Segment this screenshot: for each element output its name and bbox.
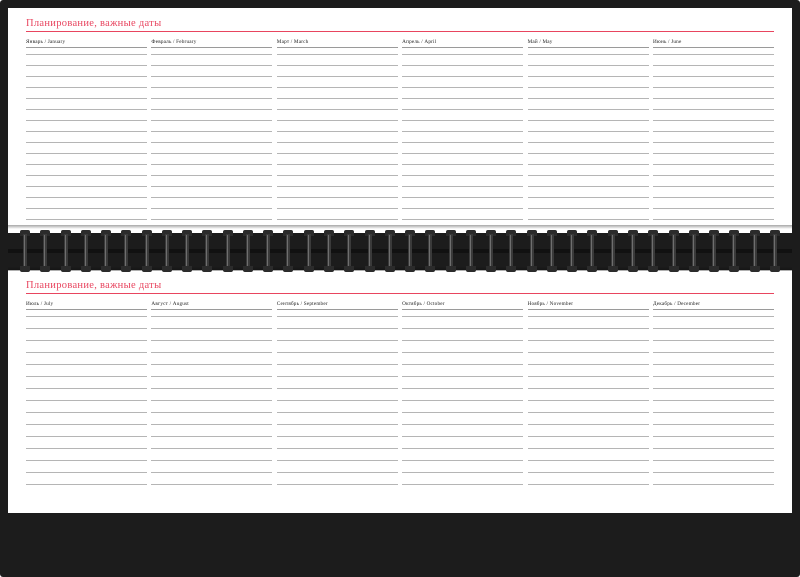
write-line[interactable] <box>26 388 147 389</box>
month-divider <box>653 309 774 310</box>
write-line[interactable] <box>277 376 398 377</box>
month-column-july <box>26 301 147 496</box>
write-line[interactable] <box>26 436 147 437</box>
write-line[interactable] <box>151 400 272 401</box>
write-line[interactable] <box>528 76 649 77</box>
write-line[interactable] <box>528 460 649 461</box>
write-line[interactable] <box>402 424 523 425</box>
write-line[interactable] <box>26 120 147 121</box>
write-line[interactable] <box>528 131 649 132</box>
spiral-coil <box>20 229 30 273</box>
month-column-september <box>277 301 398 496</box>
spiral-coil <box>121 229 131 273</box>
write-lines-july[interactable] <box>26 316 147 496</box>
write-line[interactable] <box>26 175 147 176</box>
month-divider <box>528 47 649 48</box>
month-column-march <box>277 39 398 230</box>
spiral-coil <box>547 229 557 273</box>
write-line[interactable] <box>528 352 649 353</box>
spiral-coil <box>61 229 71 273</box>
spiral-coil <box>608 229 618 273</box>
write-line[interactable] <box>151 328 272 329</box>
spiral-coil <box>223 229 233 273</box>
spiral-coil <box>770 229 780 273</box>
write-line[interactable] <box>151 460 272 461</box>
write-line[interactable] <box>653 175 774 176</box>
write-line[interactable] <box>277 131 398 132</box>
month-column-november <box>528 301 649 496</box>
write-line[interactable] <box>653 186 774 187</box>
write-line[interactable] <box>528 340 649 341</box>
write-line[interactable] <box>26 352 147 353</box>
month-column-april <box>402 39 523 230</box>
write-line[interactable] <box>151 131 272 132</box>
write-line[interactable] <box>402 376 523 377</box>
write-line[interactable] <box>151 436 272 437</box>
write-lines-march[interactable] <box>277 54 398 230</box>
write-line[interactable] <box>653 388 774 389</box>
write-lines-april[interactable] <box>402 54 523 230</box>
month-label: Июнь / June <box>652 39 682 45</box>
write-line[interactable] <box>402 186 523 187</box>
page-title-bottom: Планирование, важные даты <box>26 280 162 291</box>
spiral-coil <box>587 229 597 273</box>
spiral-coil <box>81 229 91 273</box>
month-label: Сентябрь / September <box>276 301 328 307</box>
spiral-coil <box>142 229 152 273</box>
write-line[interactable] <box>26 65 147 66</box>
spiral-coil <box>365 229 375 273</box>
write-line[interactable] <box>402 153 523 154</box>
spiral-coil <box>466 229 476 273</box>
write-line[interactable] <box>277 472 398 473</box>
write-line[interactable] <box>277 316 398 317</box>
write-line[interactable] <box>277 400 398 401</box>
write-line[interactable] <box>402 142 523 143</box>
month-divider <box>277 309 398 310</box>
write-line[interactable] <box>26 164 147 165</box>
write-line[interactable] <box>402 412 523 413</box>
write-lines-september[interactable] <box>277 316 398 496</box>
write-line[interactable] <box>402 364 523 365</box>
month-divider <box>528 309 649 310</box>
write-line[interactable] <box>26 197 147 198</box>
month-column-august <box>151 301 272 496</box>
month-divider <box>151 309 272 310</box>
month-label: Апрель / April <box>402 39 437 45</box>
write-line[interactable] <box>528 164 649 165</box>
spiral-coil <box>202 229 212 273</box>
page-title-top: Планирование, важные даты <box>26 18 162 29</box>
write-line[interactable] <box>653 98 774 99</box>
write-line[interactable] <box>26 54 147 55</box>
write-line[interactable] <box>26 316 147 317</box>
write-line[interactable] <box>277 219 398 220</box>
month-label: Июль / July <box>26 301 54 307</box>
write-line[interactable] <box>653 460 774 461</box>
write-line[interactable] <box>653 352 774 353</box>
write-line[interactable] <box>528 388 649 389</box>
write-line[interactable] <box>277 76 398 77</box>
write-lines-february[interactable] <box>151 54 272 230</box>
write-line[interactable] <box>26 131 147 132</box>
write-line[interactable] <box>528 98 649 99</box>
write-line[interactable] <box>402 131 523 132</box>
title-divider-top <box>26 31 774 32</box>
write-line[interactable] <box>151 448 272 449</box>
write-line[interactable] <box>26 400 147 401</box>
write-line[interactable] <box>653 316 774 317</box>
write-line[interactable] <box>528 424 649 425</box>
write-line[interactable] <box>26 186 147 187</box>
write-line[interactable] <box>26 98 147 99</box>
write-line[interactable] <box>528 364 649 365</box>
write-line[interactable] <box>277 120 398 121</box>
write-line[interactable] <box>151 412 272 413</box>
write-line[interactable] <box>653 87 774 88</box>
write-lines-november[interactable] <box>528 316 649 496</box>
write-line[interactable] <box>277 388 398 389</box>
spiral-coil <box>162 229 172 273</box>
planner-page-bottom <box>8 270 792 513</box>
write-line[interactable] <box>277 424 398 425</box>
write-line[interactable] <box>653 484 774 485</box>
write-line[interactable] <box>653 424 774 425</box>
spiral-coil <box>689 229 699 273</box>
write-line[interactable] <box>26 364 147 365</box>
write-line[interactable] <box>402 352 523 353</box>
write-line[interactable] <box>402 448 523 449</box>
write-line[interactable] <box>277 328 398 329</box>
write-line[interactable] <box>528 484 649 485</box>
write-line[interactable] <box>26 472 147 473</box>
month-label: Август / August <box>151 301 189 307</box>
write-line[interactable] <box>402 316 523 317</box>
write-line[interactable] <box>26 424 147 425</box>
month-column-february <box>151 39 272 230</box>
spiral-coil <box>324 229 334 273</box>
write-line[interactable] <box>26 87 147 88</box>
write-lines-june[interactable] <box>653 54 774 230</box>
write-line[interactable] <box>277 448 398 449</box>
write-line[interactable] <box>528 109 649 110</box>
write-line[interactable] <box>402 87 523 88</box>
spiral-coil <box>243 229 253 273</box>
write-line[interactable] <box>277 175 398 176</box>
month-label: Ноябрь / November <box>527 301 574 307</box>
month-divider <box>26 47 147 48</box>
write-line[interactable] <box>402 175 523 176</box>
write-lines-may[interactable] <box>528 54 649 230</box>
write-line[interactable] <box>151 388 272 389</box>
write-line[interactable] <box>277 65 398 66</box>
write-line[interactable] <box>151 208 272 209</box>
write-line[interactable] <box>26 219 147 220</box>
month-column-december <box>653 301 774 496</box>
write-line[interactable] <box>151 197 272 198</box>
spiral-coil <box>527 229 537 273</box>
write-line[interactable] <box>151 120 272 121</box>
write-line[interactable] <box>151 87 272 88</box>
write-lines-december[interactable] <box>653 316 774 496</box>
write-line[interactable] <box>653 54 774 55</box>
spiral-coil <box>669 229 679 273</box>
spiral-coil <box>750 229 760 273</box>
write-line[interactable] <box>653 120 774 121</box>
write-line[interactable] <box>26 460 147 461</box>
write-line[interactable] <box>151 364 272 365</box>
write-line[interactable] <box>402 436 523 437</box>
write-line[interactable] <box>528 376 649 377</box>
write-line[interactable] <box>26 76 147 77</box>
month-divider <box>26 309 147 310</box>
write-line[interactable] <box>653 65 774 66</box>
spiral-binding <box>8 228 792 274</box>
spiral-coil <box>405 229 415 273</box>
write-line[interactable] <box>277 109 398 110</box>
write-line[interactable] <box>277 484 398 485</box>
write-line[interactable] <box>528 316 649 317</box>
write-line[interactable] <box>151 76 272 77</box>
month-label: Март / March <box>276 39 309 45</box>
write-line[interactable] <box>26 142 147 143</box>
write-line[interactable] <box>528 400 649 401</box>
write-line[interactable] <box>26 109 147 110</box>
write-line[interactable] <box>151 153 272 154</box>
write-lines-january[interactable] <box>26 54 147 230</box>
write-line[interactable] <box>151 98 272 99</box>
write-line[interactable] <box>402 472 523 473</box>
write-line[interactable] <box>653 340 774 341</box>
write-line[interactable] <box>653 219 774 220</box>
write-line[interactable] <box>277 164 398 165</box>
write-line[interactable] <box>26 153 147 154</box>
write-line[interactable] <box>528 142 649 143</box>
write-line[interactable] <box>653 142 774 143</box>
write-line[interactable] <box>151 316 272 317</box>
write-line[interactable] <box>528 208 649 209</box>
planner-page-top <box>8 8 792 233</box>
month-label: Февраль / February <box>151 39 197 45</box>
write-line[interactable] <box>402 54 523 55</box>
write-line[interactable] <box>26 340 147 341</box>
spiral-coil <box>101 229 111 273</box>
write-line[interactable] <box>653 400 774 401</box>
write-line[interactable] <box>402 98 523 99</box>
write-line[interactable] <box>26 412 147 413</box>
write-line[interactable] <box>528 436 649 437</box>
write-line[interactable] <box>528 412 649 413</box>
write-line[interactable] <box>528 197 649 198</box>
spiral-coil <box>628 229 638 273</box>
write-line[interactable] <box>277 460 398 461</box>
spiral-coil <box>182 229 192 273</box>
write-line[interactable] <box>402 328 523 329</box>
write-line[interactable] <box>277 98 398 99</box>
spiral-coil <box>486 229 496 273</box>
write-line[interactable] <box>402 120 523 121</box>
write-line[interactable] <box>151 340 272 341</box>
write-line[interactable] <box>277 436 398 437</box>
write-line[interactable] <box>26 484 147 485</box>
write-line[interactable] <box>528 175 649 176</box>
write-line[interactable] <box>528 153 649 154</box>
write-line[interactable] <box>151 164 272 165</box>
spiral-coil <box>263 229 273 273</box>
write-line[interactable] <box>402 460 523 461</box>
write-line[interactable] <box>151 142 272 143</box>
write-line[interactable] <box>653 412 774 413</box>
month-divider <box>653 47 774 48</box>
write-line[interactable] <box>653 208 774 209</box>
spiral-coil <box>729 229 739 273</box>
write-line[interactable] <box>653 328 774 329</box>
write-line[interactable] <box>277 412 398 413</box>
write-line[interactable] <box>277 208 398 209</box>
write-line[interactable] <box>528 87 649 88</box>
write-line[interactable] <box>277 186 398 187</box>
spiral-coil <box>648 229 658 273</box>
write-line[interactable] <box>528 472 649 473</box>
write-line[interactable] <box>653 76 774 77</box>
month-column-may <box>528 39 649 230</box>
write-line[interactable] <box>151 376 272 377</box>
write-line[interactable] <box>26 448 147 449</box>
write-line[interactable] <box>402 208 523 209</box>
write-lines-october[interactable] <box>402 316 523 496</box>
spiral-coil <box>385 229 395 273</box>
month-divider <box>402 47 523 48</box>
write-line[interactable] <box>151 219 272 220</box>
write-line[interactable] <box>528 54 649 55</box>
write-line[interactable] <box>653 197 774 198</box>
write-line[interactable] <box>277 197 398 198</box>
spiral-coil <box>304 229 314 273</box>
write-line[interactable] <box>151 186 272 187</box>
write-line[interactable] <box>528 448 649 449</box>
month-label: Октябрь / October <box>402 301 445 307</box>
month-column-june <box>653 39 774 230</box>
title-divider-bottom <box>26 293 774 294</box>
write-line[interactable] <box>528 65 649 66</box>
write-line[interactable] <box>653 472 774 473</box>
write-line[interactable] <box>26 376 147 377</box>
write-line[interactable] <box>528 120 649 121</box>
spiral-coil <box>506 229 516 273</box>
month-column-october <box>402 301 523 496</box>
write-line[interactable] <box>277 340 398 341</box>
write-line[interactable] <box>402 219 523 220</box>
write-line[interactable] <box>277 364 398 365</box>
spiral-coil <box>709 229 719 273</box>
month-divider <box>151 47 272 48</box>
write-line[interactable] <box>402 197 523 198</box>
write-line[interactable] <box>402 388 523 389</box>
spiral-coil <box>344 229 354 273</box>
write-line[interactable] <box>653 436 774 437</box>
write-line[interactable] <box>277 87 398 88</box>
write-line[interactable] <box>528 186 649 187</box>
write-line[interactable] <box>151 175 272 176</box>
month-columns-top <box>26 39 774 230</box>
write-lines-august[interactable] <box>151 316 272 496</box>
write-line[interactable] <box>653 448 774 449</box>
month-divider <box>277 47 398 48</box>
write-line[interactable] <box>151 424 272 425</box>
write-line[interactable] <box>277 54 398 55</box>
write-line[interactable] <box>151 484 272 485</box>
month-label: Декабрь / December <box>652 301 701 307</box>
write-line[interactable] <box>277 352 398 353</box>
month-columns-bottom <box>26 301 774 496</box>
write-line[interactable] <box>402 164 523 165</box>
write-line[interactable] <box>402 109 523 110</box>
write-line[interactable] <box>402 340 523 341</box>
spiral-coil <box>567 229 577 273</box>
write-line[interactable] <box>151 352 272 353</box>
write-line[interactable] <box>151 109 272 110</box>
write-line[interactable] <box>653 131 774 132</box>
month-label: Январь / January <box>26 39 66 45</box>
write-line[interactable] <box>277 153 398 154</box>
month-divider <box>402 309 523 310</box>
spiral-coil <box>446 229 456 273</box>
write-line[interactable] <box>528 328 649 329</box>
write-line[interactable] <box>653 153 774 154</box>
write-line[interactable] <box>653 109 774 110</box>
write-line[interactable] <box>402 400 523 401</box>
month-column-january <box>26 39 147 230</box>
spiral-coil <box>283 229 293 273</box>
write-line[interactable] <box>277 142 398 143</box>
write-line[interactable] <box>653 376 774 377</box>
write-line[interactable] <box>151 65 272 66</box>
spiral-coil <box>425 229 435 273</box>
write-line[interactable] <box>151 54 272 55</box>
write-line[interactable] <box>151 472 272 473</box>
write-line[interactable] <box>653 164 774 165</box>
write-line[interactable] <box>26 328 147 329</box>
spiral-coil <box>40 229 50 273</box>
write-line[interactable] <box>402 65 523 66</box>
write-line[interactable] <box>26 208 147 209</box>
month-label: Май / May <box>527 39 553 45</box>
write-line[interactable] <box>528 219 649 220</box>
write-line[interactable] <box>402 484 523 485</box>
write-line[interactable] <box>402 76 523 77</box>
write-line[interactable] <box>653 364 774 365</box>
